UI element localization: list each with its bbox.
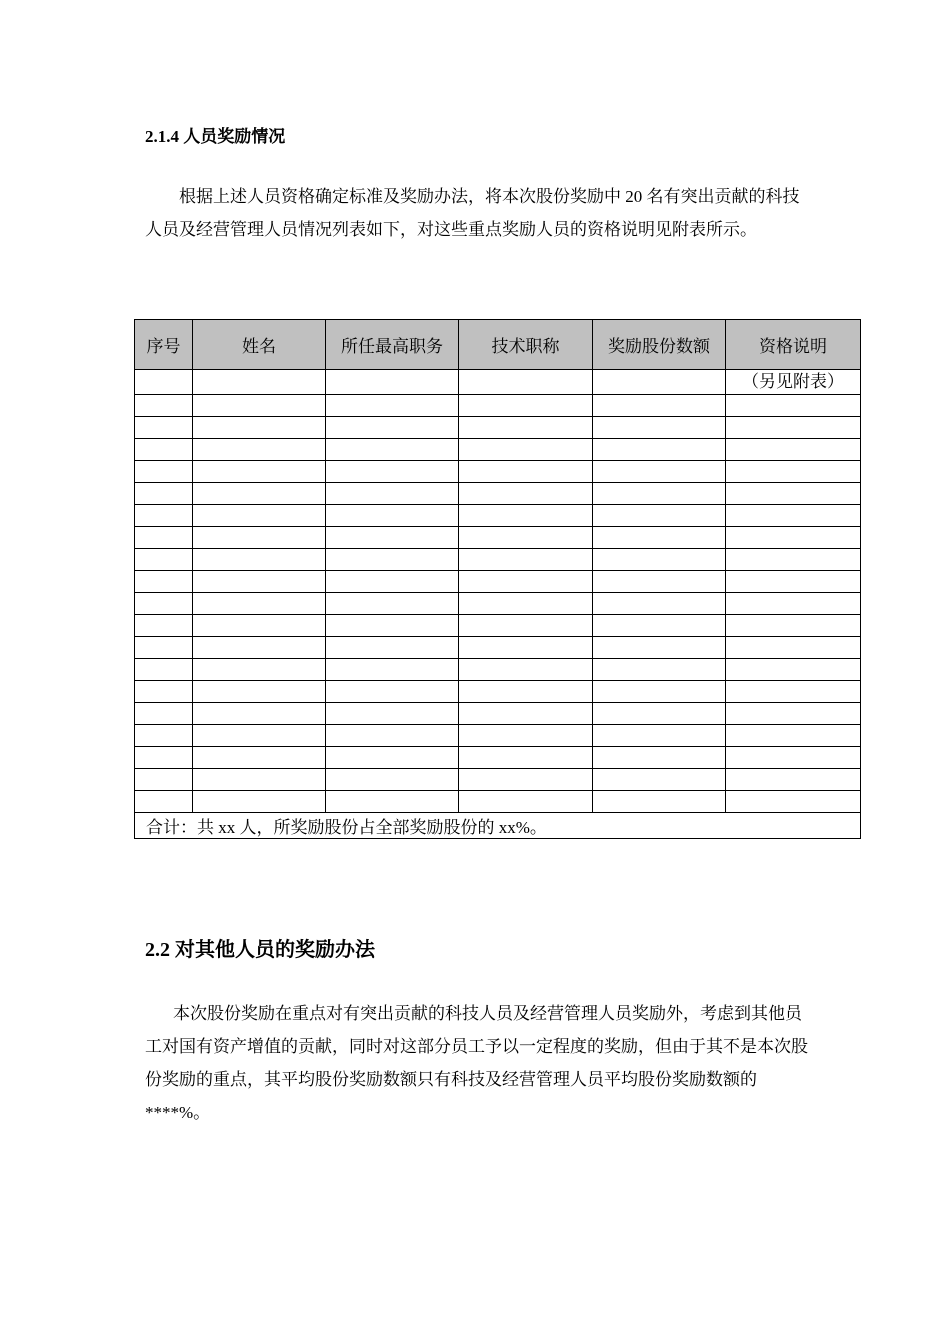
table-cell [135, 505, 193, 527]
table-cell [726, 439, 861, 461]
table-row [135, 747, 861, 769]
table-cell [326, 791, 459, 813]
table-cell [593, 615, 726, 637]
header-name: 姓名 [193, 320, 326, 370]
header-share-amount: 奖励股份数额 [593, 320, 726, 370]
table-cell [726, 791, 861, 813]
table-cell [135, 483, 193, 505]
section-2-2-paragraph: 本次股份奖励在重点对有突出贡献的科技人员及经营管理人员奖励外，考虑到其他员工对国有资产增值的贡献，同时对这部分员工予以一定程度的奖励，但由于其不是本次股份奖励的重点，其平均股份奖励数额只有科技及经营管理人员平均股份奖励数额的****%。 [145, 1004, 808, 1122]
table-row [135, 505, 861, 527]
table-cell [135, 703, 193, 725]
table-cell [459, 417, 593, 439]
table-cell [135, 747, 193, 769]
table-cell [326, 747, 459, 769]
table-cell [135, 395, 193, 417]
table-cell [135, 593, 193, 615]
table-row [135, 461, 861, 483]
table-cell [459, 637, 593, 659]
table-cell [135, 791, 193, 813]
table-row [135, 593, 861, 615]
table-row [135, 483, 861, 505]
table-cell [726, 747, 861, 769]
table-cell [726, 769, 861, 791]
table-cell [593, 593, 726, 615]
table-cell [593, 769, 726, 791]
table-cell [459, 703, 593, 725]
table-row [135, 725, 861, 747]
table-cell [459, 725, 593, 747]
table-cell [459, 681, 593, 703]
table-cell [593, 725, 726, 747]
table-cell [459, 769, 593, 791]
section-2-1-4-paragraph: 根据上述人员资格确定标准及奖励办法，将本次股份奖励中 20 名有突出贡献的科技人员及经营管理人员情况列表如下，对这些重点奖励人员的资格说明见附表所示。 [145, 187, 800, 239]
table-cell [193, 370, 326, 395]
table-cell [593, 659, 726, 681]
table-row [135, 395, 861, 417]
table-cell [326, 439, 459, 461]
table-cell [193, 725, 326, 747]
table-cell [326, 659, 459, 681]
table-cell [726, 549, 861, 571]
table-cell [726, 461, 861, 483]
table-cell [726, 527, 861, 549]
award-table [134, 319, 861, 839]
table-cell [326, 637, 459, 659]
table-cell [459, 791, 593, 813]
table-cell [593, 571, 726, 593]
table-cell [726, 725, 861, 747]
table-cell [135, 549, 193, 571]
table-cell [459, 370, 593, 395]
table-cell [593, 417, 726, 439]
table-cell [326, 483, 459, 505]
table-row [135, 439, 861, 461]
table-cell [726, 483, 861, 505]
table-cell [593, 483, 726, 505]
table-cell [593, 637, 726, 659]
header-title: 技术职称 [459, 320, 593, 370]
table-cell [593, 527, 726, 549]
table-row [135, 681, 861, 703]
table-row [135, 615, 861, 637]
table-cell [193, 439, 326, 461]
table-cell [326, 527, 459, 549]
table-cell [593, 395, 726, 417]
table-cell [726, 615, 861, 637]
table-cell [459, 461, 593, 483]
table-cell [326, 593, 459, 615]
table-cell [593, 703, 726, 725]
table-cell [193, 571, 326, 593]
table-cell [135, 527, 193, 549]
table-cell [193, 791, 326, 813]
table-cell [326, 395, 459, 417]
table-cell [726, 505, 861, 527]
table-cell [593, 747, 726, 769]
table-cell [193, 681, 326, 703]
table-row [135, 637, 861, 659]
section-heading-2-2: 2.2 对其他人员的奖励办法 [145, 939, 375, 961]
table-cell [193, 703, 326, 725]
table-cell [326, 505, 459, 527]
table-cell [593, 791, 726, 813]
table-cell [326, 681, 459, 703]
header-qualification: 资格说明 [726, 320, 861, 370]
table-cell [326, 615, 459, 637]
table-row [135, 571, 861, 593]
table-cell [593, 505, 726, 527]
table-cell [193, 615, 326, 637]
table-row [135, 527, 861, 549]
table-cell [726, 637, 861, 659]
table-cell [459, 439, 593, 461]
header-index: 序号 [135, 320, 193, 370]
table-cell [135, 637, 193, 659]
section-heading-2-1-4: 2.1.4 人员奖励情况 [145, 127, 286, 146]
table-cell [193, 395, 326, 417]
table-cell [135, 681, 193, 703]
header-position: 所任最高职务 [326, 320, 459, 370]
table-cell [726, 571, 861, 593]
table-cell [326, 571, 459, 593]
table-cell [326, 703, 459, 725]
table-footer-row [135, 813, 861, 839]
table-cell [135, 439, 193, 461]
table-row [135, 417, 861, 439]
table-row [135, 703, 861, 725]
table-cell [459, 549, 593, 571]
table-cell [459, 527, 593, 549]
table-cell [326, 769, 459, 791]
table-cell [726, 659, 861, 681]
table-cell [459, 615, 593, 637]
table-cell [135, 370, 193, 395]
table-cell [193, 549, 326, 571]
table-row [135, 791, 861, 813]
table-cell [326, 549, 459, 571]
table-cell [593, 439, 726, 461]
table-cell [726, 681, 861, 703]
table-cell [193, 461, 326, 483]
table-cell [593, 370, 726, 395]
table-cell [326, 461, 459, 483]
table-cell [726, 395, 861, 417]
table-cell [726, 417, 861, 439]
table-cell [459, 395, 593, 417]
table-cell [193, 769, 326, 791]
table-cell [135, 725, 193, 747]
table-cell [593, 549, 726, 571]
table-cell [193, 659, 326, 681]
table-cell [135, 659, 193, 681]
table-header-row [135, 320, 861, 370]
table-total: 合计：共 xx 人，所奖励股份占全部奖励股份的 xx%。 [135, 813, 861, 839]
table-row [135, 659, 861, 681]
table-row [135, 769, 861, 791]
table-cell [459, 747, 593, 769]
table-cell [326, 370, 459, 395]
table-cell [135, 571, 193, 593]
table-cell [459, 593, 593, 615]
table-cell [593, 461, 726, 483]
table-cell [193, 747, 326, 769]
table-cell [135, 615, 193, 637]
table-cell [459, 483, 593, 505]
table-cell [193, 483, 326, 505]
table-cell [459, 505, 593, 527]
table-cell [593, 681, 726, 703]
table-cell [135, 417, 193, 439]
table-cell [459, 659, 593, 681]
table-cell [326, 725, 459, 747]
table-cell [193, 417, 326, 439]
table-cell [193, 593, 326, 615]
qualification-note: （另见附表） [726, 370, 861, 395]
table-row [135, 370, 861, 395]
table-cell [726, 703, 861, 725]
table-cell [326, 417, 459, 439]
table-cell [135, 461, 193, 483]
table-cell [193, 527, 326, 549]
table-cell [726, 593, 861, 615]
table-cell [459, 571, 593, 593]
table-cell [135, 769, 193, 791]
table-cell [193, 637, 326, 659]
table-row [135, 549, 861, 571]
table-cell [193, 505, 326, 527]
